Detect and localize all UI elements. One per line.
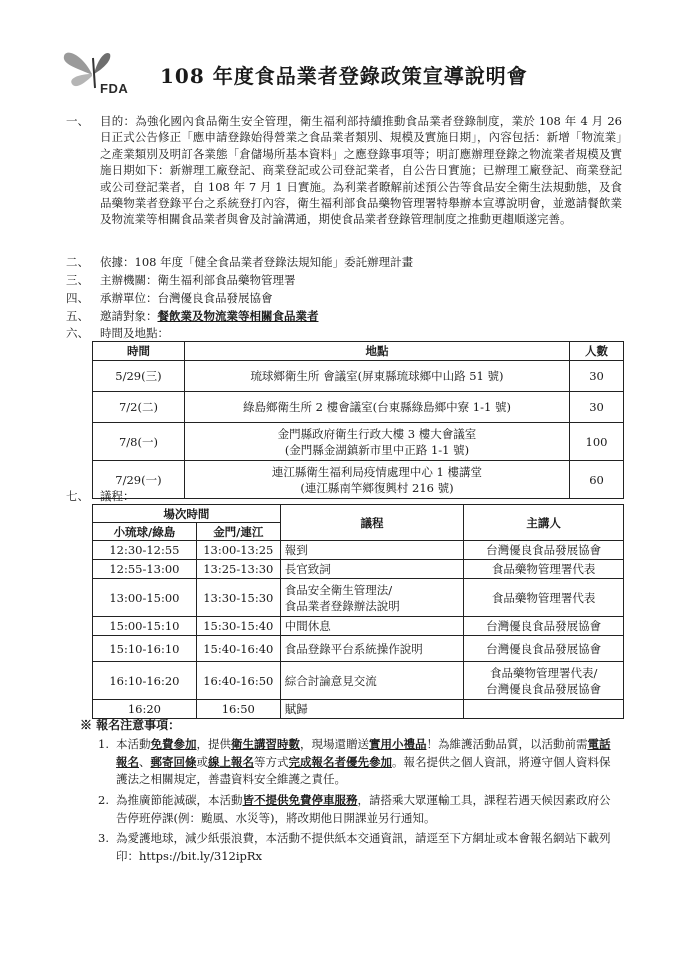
table-row bbox=[93, 423, 624, 461]
venue-place-line: 連江縣衛生福利局疫情處理中心 1 樓講堂 bbox=[271, 464, 483, 479]
column-header-agenda: 議程 bbox=[280, 505, 464, 541]
section-number: 一、 bbox=[66, 114, 89, 128]
column-header-sub1: 小琉球/綠島 bbox=[93, 523, 197, 541]
time-slot-a: 12:55-13:00 bbox=[93, 560, 197, 579]
note-emphasis: 線上報名 bbox=[208, 754, 254, 769]
note-fragment: ，請搭乘大眾運輸工具，課程若遇天候因素政府公告停班停課(例：颱風、水災等)，將改期他日開課並另行通知。 bbox=[116, 793, 611, 825]
time-slot-a: 15:00-15:10 bbox=[93, 617, 197, 636]
section-agenda bbox=[66, 488, 135, 504]
time-slot-b: 16:50 bbox=[196, 700, 280, 719]
schedule-text: 時間及地點： bbox=[100, 326, 169, 340]
note-text bbox=[116, 792, 618, 827]
time-slot-a: 12:30-12:55 bbox=[93, 541, 197, 560]
table-row bbox=[93, 541, 624, 560]
section-invitees bbox=[66, 308, 319, 324]
note-fragment: 等方式 bbox=[254, 754, 289, 769]
logo-text: FDA bbox=[100, 81, 129, 96]
note-number: 3. bbox=[98, 831, 109, 845]
column-header-speaker: 主講人 bbox=[464, 505, 624, 541]
time-slot-b: 15:40-16:40 bbox=[196, 636, 280, 662]
note-emphasis: 實用小禮品 bbox=[369, 737, 427, 751]
note-emphasis: 皆不提供免費停車服務 bbox=[242, 793, 358, 807]
note-fragment: ，現場還贈送 bbox=[300, 737, 369, 751]
note-text: 為愛護地球，減少紙張浪費，本活動不提供紙本交通資訊，請逕至下方網址或本會報名網站下載列印：https://bit.ly/312ipRx bbox=[116, 831, 611, 863]
notes-heading: ※ 報名注意事項： bbox=[80, 718, 181, 732]
venue-place: 綠島鄉衛生所 2 樓會議室(台東縣綠島鄉中寮 1-1 號) bbox=[184, 392, 569, 423]
note-emphasis: 免費參加 bbox=[150, 737, 197, 751]
section-number: 四、 bbox=[66, 291, 89, 305]
agenda-item bbox=[280, 579, 464, 617]
agenda-item: 長官致詞 bbox=[280, 560, 464, 579]
speaker: 食品藥物管理署代表 bbox=[464, 560, 624, 579]
section-organizer bbox=[66, 272, 296, 288]
note-fragment: 、 bbox=[139, 754, 151, 769]
contractor-text: 承辦單位：台灣優良食品發展協會 bbox=[100, 291, 273, 305]
table-row bbox=[93, 636, 624, 662]
venue-date: 7/29(一) bbox=[93, 461, 185, 499]
section-number: 五、 bbox=[66, 309, 89, 323]
section-number: 六、 bbox=[66, 326, 89, 340]
note-emphasis: 郵寄回條 bbox=[150, 754, 197, 769]
speaker-line: 台灣優良食品發展協會 bbox=[486, 681, 602, 696]
venue-place bbox=[184, 423, 569, 461]
time-slot-a: 16:10-16:20 bbox=[93, 662, 197, 700]
table-row bbox=[93, 461, 624, 499]
note-fragment: 為推廣節能減碳，本活動 bbox=[116, 793, 243, 807]
note-fragment: 或 bbox=[196, 754, 208, 769]
section-purpose bbox=[66, 113, 622, 228]
purpose-text: 目的：為強化國內食品衛生安全管理，衛生福利部持續推動食品業者登錄制度，業於 108 年 4 月 26 日正式公告修正「應申請登錄始得營業之食品業者類別、規模及實施日期」，內容包括：新增「物流業」之產業類別及明訂各業態「倉儲場所基本資料」之應登錄事項等；明訂應辦理登錄之物流業者規模及實施日期如下：新辦理工廠登記、商業登記或公司登記業者，自公告日實施；已辦理工廠登記、商業登記或公司登記業者，自 108 年 7 月 1 日實施。為利業者瞭解前述預公告等食品安全衛生法規動態，及食品藥物業者登錄平台之系統登打內容，衛生福利部食品藥物管理署特舉辦本宣導說明會，並邀請餐飲業及物流業等相關食品業者與會及討論溝通，期使食品業者登錄管理制度之推動更趨順遂完善。 bbox=[100, 114, 622, 227]
section-number: 二、 bbox=[66, 255, 89, 269]
note-number: 2. bbox=[98, 793, 109, 807]
invitees-label: 邀請對象： bbox=[100, 309, 158, 323]
venue-count: 60 bbox=[570, 461, 624, 499]
time-slot-a: 16:20 bbox=[93, 700, 197, 719]
agenda-table bbox=[92, 504, 624, 719]
agenda-line: 食品業者登錄辦法說明 bbox=[284, 598, 400, 613]
section-basis bbox=[66, 254, 413, 270]
agenda-item: 報到 bbox=[280, 541, 464, 560]
organizer-text: 主辦機關：衛生福利部食品藥物管理署 bbox=[100, 273, 296, 287]
speaker: 台灣優良食品發展協會 bbox=[464, 636, 624, 662]
speaker: 食品藥物管理署代表 bbox=[464, 579, 624, 617]
note-emphasis: 電話報名 bbox=[116, 737, 611, 769]
note-fragment: ，提供 bbox=[196, 737, 231, 751]
table-header-row bbox=[93, 505, 624, 523]
column-header: 時間 bbox=[93, 342, 185, 361]
venue-place bbox=[184, 461, 569, 499]
note-emphasis: 完成報名者優先參加 bbox=[288, 754, 392, 769]
time-slot-b: 16:40-16:50 bbox=[196, 662, 280, 700]
time-slot-b: 13:25-13:30 bbox=[196, 560, 280, 579]
venue-date: 7/2(二) bbox=[93, 392, 185, 423]
section-number: 三、 bbox=[66, 273, 89, 287]
page-title: 108 年度食品業者登錄政策宣導說明會 bbox=[160, 64, 528, 88]
speaker: 台灣優良食品發展協會 bbox=[464, 541, 624, 560]
agenda-item: 賦歸 bbox=[280, 700, 464, 719]
table-row bbox=[93, 392, 624, 423]
note-3 bbox=[98, 830, 618, 865]
venue-date: 7/8(一) bbox=[93, 423, 185, 461]
venue-place-line: 金門縣政府衛生行政大樓 3 樓大會議室 bbox=[277, 426, 477, 441]
table-row bbox=[93, 617, 624, 636]
column-header: 人數 bbox=[570, 342, 624, 361]
venue-count: 30 bbox=[570, 361, 624, 392]
table-row bbox=[93, 579, 624, 617]
column-header: 地點 bbox=[184, 342, 569, 361]
agenda-item: 食品登錄平台系統操作說明 bbox=[280, 636, 464, 662]
table-row bbox=[93, 560, 624, 579]
note-fragment: 本活動 bbox=[116, 737, 151, 751]
venue-date: 5/29(三) bbox=[93, 361, 185, 392]
agenda-text: 議程： bbox=[100, 489, 135, 503]
speaker-line: 食品藥物管理署代表/ bbox=[489, 665, 598, 680]
venue-count: 100 bbox=[570, 423, 624, 461]
time-slot-b: 15:30-15:40 bbox=[196, 617, 280, 636]
section-schedule bbox=[66, 325, 169, 341]
time-slot-b: 13:00-13:25 bbox=[196, 541, 280, 560]
section-contractor bbox=[66, 290, 273, 306]
agenda-item: 綜合討論意見交流 bbox=[280, 662, 464, 700]
speaker bbox=[464, 662, 624, 700]
time-slot-b: 13:30-15:30 bbox=[196, 579, 280, 617]
time-slot-a: 13:00-15:00 bbox=[93, 579, 197, 617]
column-header-time: 場次時間 bbox=[93, 505, 281, 523]
agenda-line: 食品安全衛生管理法/ bbox=[284, 582, 393, 597]
table-row bbox=[93, 662, 624, 700]
time-slot-a: 15:10-16:10 bbox=[93, 636, 197, 662]
speaker bbox=[464, 700, 624, 719]
note-1 bbox=[98, 736, 618, 789]
note-fragment: 。報名提供之個人資訊，將遵守個人資料保護法之相關規定，善盡資料安全維護之責任。 bbox=[116, 754, 611, 786]
note-2 bbox=[98, 792, 618, 827]
venue-count: 30 bbox=[570, 392, 624, 423]
venue-place: 琉球鄉衛生所 會議室(屏東縣琉球鄉中山路 51 號) bbox=[184, 361, 569, 392]
speaker: 台灣優良食品發展協會 bbox=[464, 617, 624, 636]
note-emphasis: 衛生講習時數 bbox=[231, 737, 300, 751]
table-header-row bbox=[93, 342, 624, 361]
agenda-item: 中間休息 bbox=[280, 617, 464, 636]
note-text bbox=[116, 736, 618, 789]
note-fragment: ！為維護活動品質，以活動前需 bbox=[426, 737, 588, 751]
venue-place-line: (金門縣金湖鎮新市里中正路 1-1 號) bbox=[284, 442, 470, 457]
column-header-sub2: 金門/連江 bbox=[196, 523, 280, 541]
venue-place-line: (連江縣南竿鄉復興村 216 號) bbox=[300, 480, 454, 495]
note-number: 1. bbox=[98, 737, 109, 751]
invitees-value: 餐飲業及物流業等相關食品業者 bbox=[157, 309, 319, 323]
basis-text: 依據：108 年度「健全食品業者登錄法規知能」委託辦理計畫 bbox=[100, 255, 414, 269]
table-row bbox=[93, 361, 624, 392]
venue-table bbox=[92, 341, 624, 499]
section-number: 七、 bbox=[66, 489, 89, 503]
